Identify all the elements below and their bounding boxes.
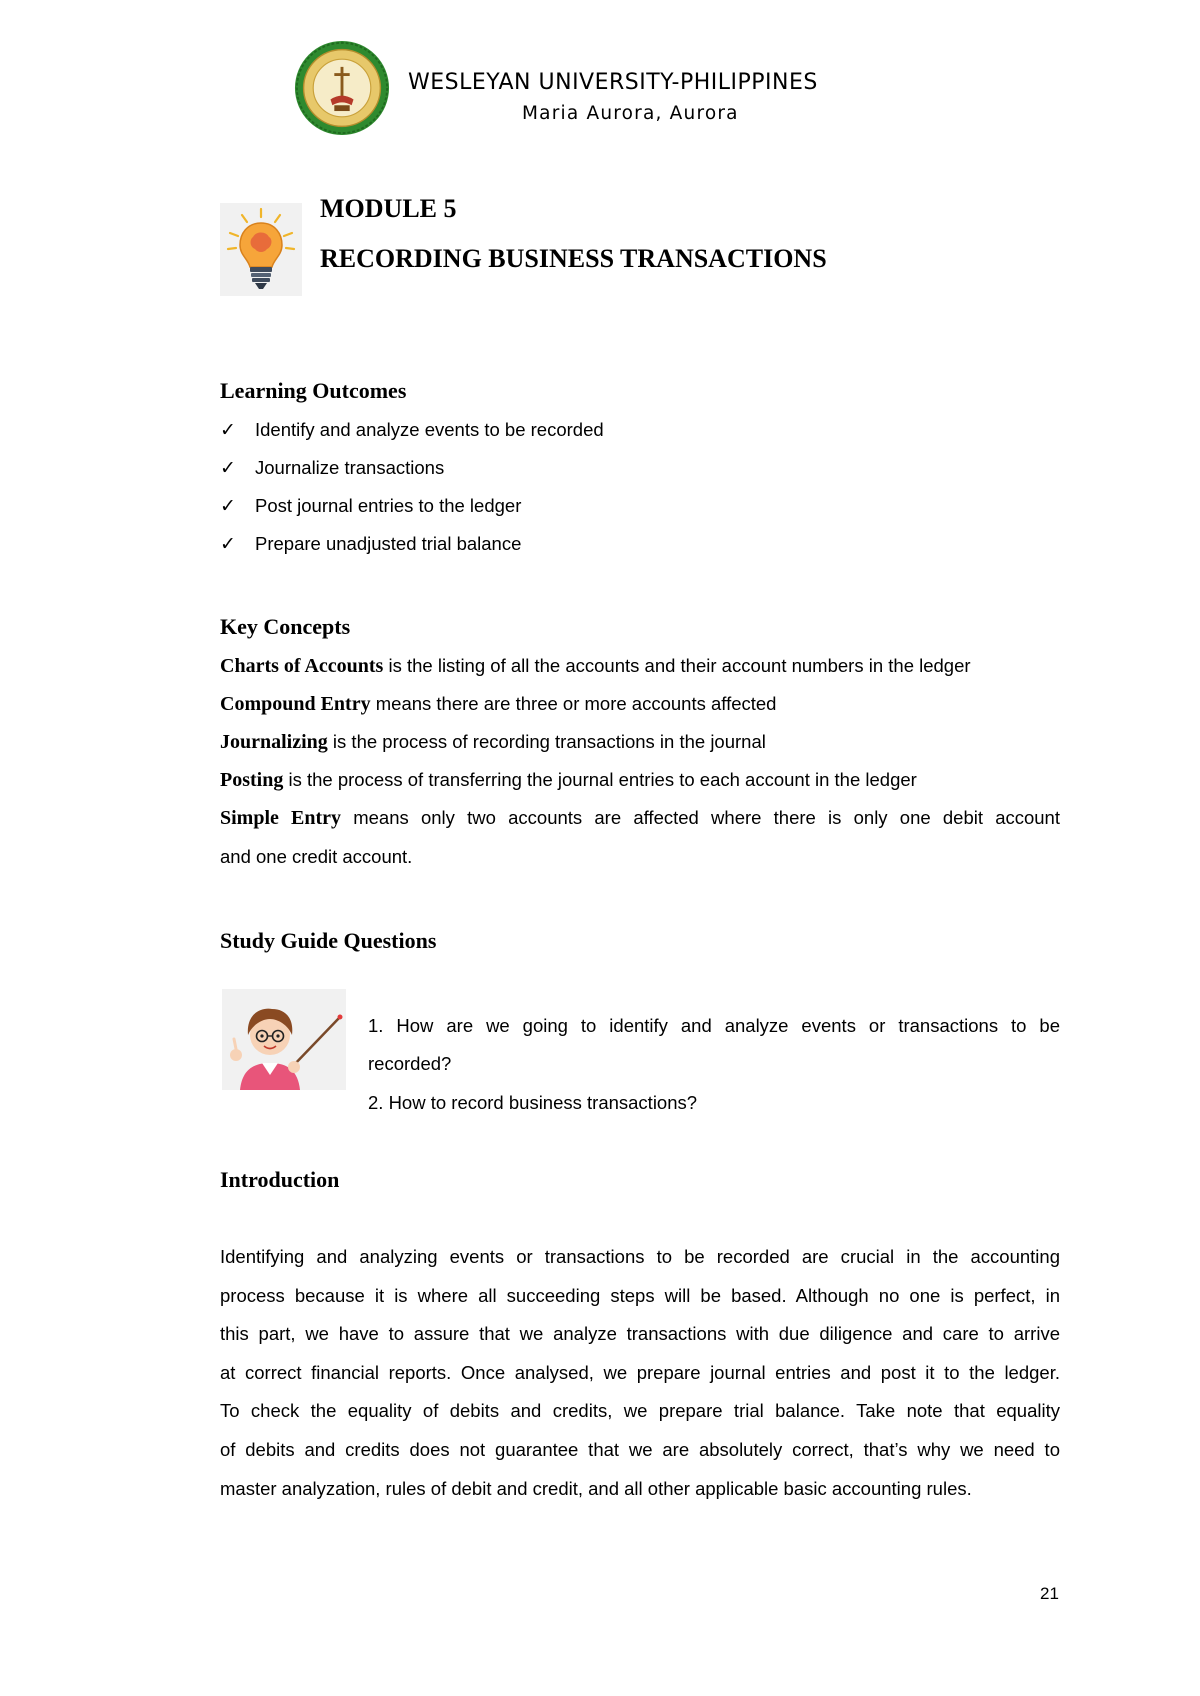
checkmark-icon: ✓ [220,457,236,479]
key-concept-definition: means there are three or more accounts affected [370,693,777,714]
key-concept-item [220,807,1060,830]
introduction-line: of debits and credits does not guarantee that we are absolutely correct, that’s why we need to [220,1439,1060,1460]
page-number: 21 [1040,1584,1059,1603]
key-concept-term: Charts of Accounts [220,655,384,677]
university-seal-logo [294,40,390,136]
learning-outcome-item: ✓ Journalize transactions [220,457,445,479]
key-concept-item [220,769,1060,792]
key-concept-term: Simple Entry [220,807,341,829]
university-location: Maria Aurora, Aurora [522,103,739,124]
introduction-line: process because it is where all succeeding steps will be based. Although no one is perfect, in [220,1285,1060,1306]
university-name: WESLEYAN UNIVERSITY-PHILIPPINES [408,70,818,95]
lightbulb-icon [220,203,302,296]
key-concept-term: Journalizing [220,731,328,753]
key-concept-item [220,693,1060,716]
checkmark-icon: ✓ [220,419,236,441]
teacher-with-pointer-illustration [222,989,346,1090]
checkmark-icon: ✓ [220,495,236,517]
checkmark-icon: ✓ [220,533,236,555]
key-concept-definition: means only two accounts are affected where there is only one debit account [340,807,1060,828]
study-question-2: 2. How to record business transactions? [368,1092,698,1113]
key-concept-item [220,655,1060,678]
introduction-line: Identifying and analyzing events or transactions to be recorded are crucial in the accounting [220,1246,1060,1267]
introduction-heading: Introduction [220,1167,340,1192]
learning-outcome-item: ✓ Prepare unadjusted trial balance [220,533,522,555]
introduction-line: this part, we have to assure that we analyze transactions with due diligence and care to arrive [220,1323,1060,1344]
key-concept-term: Posting [220,769,284,791]
introduction-line: at correct financial reports. Once analysed, we prepare journal entries and post it to the ledger. [220,1362,1060,1383]
key-concept-definition: is the process of transferring the journal entries to each account in the ledger [283,769,917,790]
module-number: MODULE 5 [320,194,457,223]
study-guide-heading: Study Guide Questions [220,928,437,953]
learning-outcomes-heading: Learning Outcomes [220,378,407,403]
introduction-line: master analyzation, rules of debit and credit, and all other applicable basic accounting rules. [220,1478,972,1499]
introduction-line: To check the equality of debits and credits, we prepare trial balance. Take note that equality [220,1400,1060,1421]
key-concept-item [220,731,1060,754]
key-concept-continuation: and one credit account. [220,846,413,867]
key-concept-term: Compound Entry [220,693,371,715]
learning-outcome-item: ✓ Identify and analyze events to be recorded [220,419,604,441]
key-concept-definition: is the listing of all the accounts and their account numbers in the ledger [383,655,971,676]
module-title: RECORDING BUSINESS TRANSACTIONS [320,244,827,273]
key-concept-definition: is the process of recording transactions in the journal [327,731,766,752]
key-concepts-heading: Key Concepts [220,614,351,639]
study-question-1-continuation: recorded? [368,1053,452,1074]
learning-outcome-item: ✓ Post journal entries to the ledger [220,495,522,517]
study-question-1: 1. How are we going to identify and analyze events or transactions to be [368,1015,1060,1036]
